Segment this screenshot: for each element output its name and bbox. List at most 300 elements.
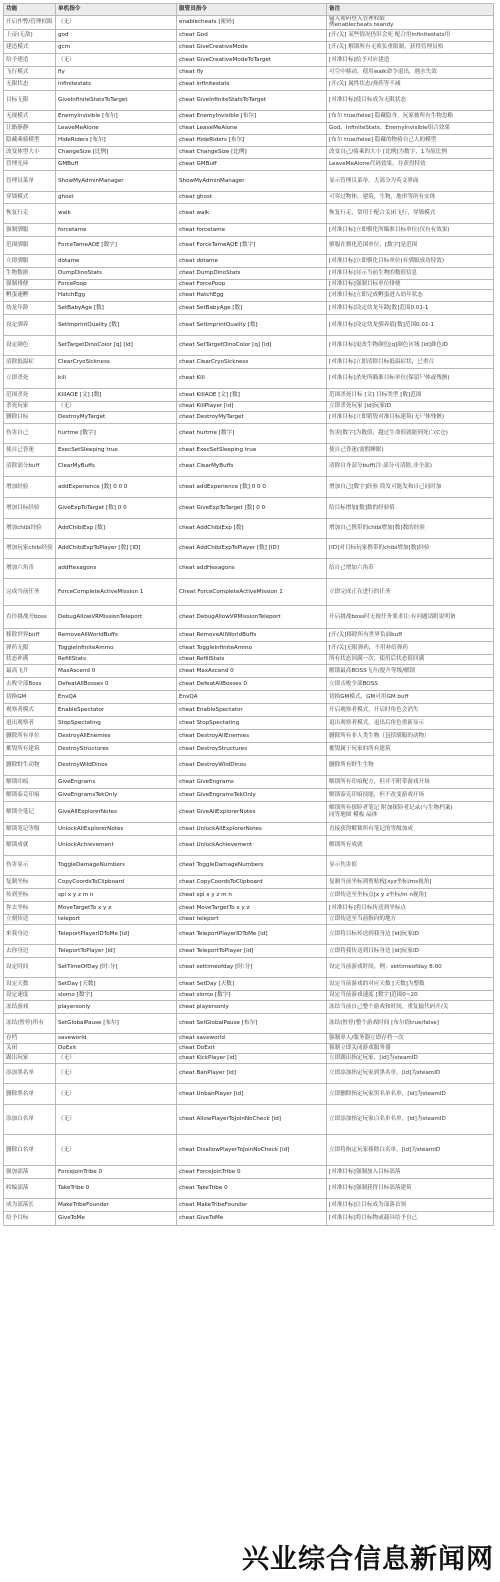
cell-function: 删除白名单 bbox=[4, 1134, 56, 1165]
cell-function: 使自己昏迷 bbox=[4, 443, 56, 456]
cell-admin-command: cheat GiveCreativeMode bbox=[177, 41, 327, 53]
cell-admin-command: cheat DefeatAllBosses 0 bbox=[177, 677, 327, 690]
cell-notes: 解锁泰克印痕技能，但不改变游戏开场 bbox=[327, 788, 494, 801]
table-row bbox=[4, 388, 494, 401]
cell-admin-command: cheat GiveToMe bbox=[177, 1211, 327, 1225]
cell-notes: 立即添加指定玩家到黑名单，[id]为steamID bbox=[327, 1063, 494, 1083]
cell-function: 弹药无限 bbox=[4, 641, 56, 654]
table-row bbox=[4, 223, 494, 236]
cell-admin-command: cheat ForceTameAOE [数字] bbox=[177, 236, 327, 254]
table-row bbox=[4, 654, 494, 664]
cell-admin-command: cheat ToggleInfiniteAmmo bbox=[177, 641, 327, 654]
table-row bbox=[4, 236, 494, 254]
table-row bbox=[4, 888, 494, 901]
cell-function: 增加经验 bbox=[4, 476, 56, 497]
table-row bbox=[4, 1165, 494, 1178]
cell-admin-command: cheat UnlockAchievement bbox=[177, 835, 327, 855]
cell-admin-command: Cheat ForceCompleteActiveMission 1 bbox=[177, 578, 327, 605]
cell-singleplayer-command: ghost bbox=[56, 191, 177, 203]
cell-function: 解锁泰克印痕 bbox=[4, 788, 56, 801]
cell-singleplayer-command: LeaveMeAlone bbox=[56, 122, 177, 134]
cell-singleplayer-command: CopyCoordsToClipboard bbox=[56, 875, 177, 888]
cell-singleplayer-command: MakeTribeFounder bbox=[56, 1198, 177, 1211]
cell-singleplayer-command: TeleportPlayerIDToMe [id] bbox=[56, 924, 177, 944]
cell-notes: 立即将指定玩家移除白名单，[id]为steamID bbox=[327, 1134, 494, 1165]
table-row bbox=[4, 254, 494, 267]
cell-function: 穿墙模式 bbox=[4, 191, 56, 203]
cell-function: 最高飞升 bbox=[4, 664, 56, 677]
cell-admin-command: cheat ExecSetSleeping true bbox=[177, 443, 327, 456]
cell-function: 改变体型大小 bbox=[4, 146, 56, 158]
cell-function: 设定时间 bbox=[4, 957, 56, 977]
table-row bbox=[4, 279, 494, 289]
cell-singleplayer-command: （无） bbox=[56, 401, 177, 411]
cell-function: 清除低温症 bbox=[4, 355, 56, 368]
command-table bbox=[3, 3, 494, 1226]
table-row bbox=[4, 742, 494, 755]
cell-function: 删除目标 bbox=[4, 411, 56, 423]
cell-singleplayer-command: TakeTribe 0 bbox=[56, 1178, 177, 1198]
table-row bbox=[4, 775, 494, 788]
cell-function: 直径挑战开boss bbox=[4, 605, 56, 628]
cell-function: 让路静静 bbox=[4, 122, 56, 134]
cell-singleplayer-command: UnlockAllExplorerNotes bbox=[56, 822, 177, 835]
table-row bbox=[4, 677, 494, 690]
table-row bbox=[4, 497, 494, 518]
cell-admin-command: cheat MoveTargetTo x y z bbox=[177, 901, 327, 914]
cell-singleplayer-command: MoveTargetTo x y z bbox=[56, 901, 177, 914]
cell-notes: 驯服在驯化范围单位，[数字]是范围 bbox=[327, 236, 494, 254]
table-row bbox=[4, 29, 494, 41]
cell-admin-command: cheat KillPlayer [id] bbox=[177, 401, 327, 411]
table-row bbox=[4, 122, 494, 134]
cell-notes: 解锁最高BOSS飞升/提升等级/解锁 bbox=[327, 664, 494, 677]
cell-singleplayer-command: god bbox=[56, 29, 177, 41]
table-row bbox=[4, 518, 494, 538]
cell-function: 生物数据 bbox=[4, 267, 56, 279]
cell-function: 开启作弊/管理权限 bbox=[4, 16, 56, 30]
table-row bbox=[4, 944, 494, 957]
table-row bbox=[4, 443, 494, 456]
table-row bbox=[4, 203, 494, 223]
cell-notes: 立即杀死玩家 [id]玩家ID bbox=[327, 401, 494, 411]
cell-singleplayer-command: RefillStats bbox=[56, 654, 177, 664]
table-row bbox=[4, 716, 494, 729]
cell-function: 给予建造 bbox=[4, 53, 56, 66]
table-row bbox=[4, 628, 494, 641]
cell-notes: 显示管理员菜单，大部分为英文界面 bbox=[327, 170, 494, 191]
table-row bbox=[4, 66, 494, 78]
cell-admin-command: cheat ForcePoop bbox=[177, 279, 327, 289]
table-row bbox=[4, 875, 494, 888]
cell-notes: [对准目标]更改生物颜色[q]颜色区域 [id]颜色ID bbox=[327, 335, 494, 355]
table-row bbox=[4, 158, 494, 170]
cell-admin-command: cheat SetTargetDinoColor [q] [id] bbox=[177, 335, 327, 355]
cell-admin-command: cheat DisallowPlayerToJoinNoCheck [id] bbox=[177, 1134, 327, 1165]
table-row bbox=[4, 855, 494, 875]
cell-function: 击败全部Boss bbox=[4, 677, 56, 690]
cell-singleplayer-command: spi x y z m n bbox=[56, 888, 177, 901]
cell-function: 管理光环 bbox=[4, 158, 56, 170]
cell-notes: 立即传送至坐标点[x y z坐标/m n视角] bbox=[327, 888, 494, 901]
cell-singleplayer-command: ChangeSize [比例] bbox=[56, 146, 177, 158]
cell-admin-command: cheat forcetame bbox=[177, 223, 327, 236]
cell-admin-command: cheat GiveExpToTarget [数] 0 0 bbox=[177, 497, 327, 518]
table-row bbox=[4, 170, 494, 191]
cell-notes: [对准目标]强制目标单位排便 bbox=[327, 279, 494, 289]
cell-admin-command: cheat AddChibiExp [数] bbox=[177, 518, 327, 538]
cell-admin-command: cheat God bbox=[177, 29, 327, 41]
cell-admin-command: cheat HatchEgg bbox=[177, 289, 327, 301]
cell-admin-command: cheat infinitestats bbox=[177, 78, 327, 90]
cell-admin-command: cheat RemoveAllWorldBuffs bbox=[177, 628, 327, 641]
cell-singleplayer-command: DefeatAllBosses 0 bbox=[56, 677, 177, 690]
cell-function: 设定天数 bbox=[4, 977, 56, 990]
cell-notes: 设定当前游戏速度 [数字]范围0~20 bbox=[327, 990, 494, 1000]
cell-function: 删除野生动物 bbox=[4, 755, 56, 775]
cell-singleplayer-command: GiveEngrams bbox=[56, 775, 177, 788]
cell-singleplayer-command: DestroyStructures bbox=[56, 742, 177, 755]
cell-function: 踢出玩家 bbox=[4, 1053, 56, 1063]
table-row bbox=[4, 1043, 494, 1053]
cell-notes: 解锁所有探险者笔记 附加探险者记录(与生物档案) 同等地图 模板 晶体 bbox=[327, 801, 494, 822]
cell-function: 给予目标 bbox=[4, 1211, 56, 1225]
cell-singleplayer-command: infinitestats bbox=[56, 78, 177, 90]
cell-singleplayer-command: MaxAscend 0 bbox=[56, 664, 177, 677]
cell-admin-command: cheat SetDay [天数] bbox=[177, 977, 327, 990]
cell-function: 状态补满 bbox=[4, 654, 56, 664]
cell-admin-command: cheat walk bbox=[177, 203, 327, 223]
table-row bbox=[4, 1053, 494, 1063]
cell-function: 去你身边 bbox=[4, 944, 56, 957]
cell-singleplayer-command: （无） bbox=[56, 1104, 177, 1134]
cell-function: 设定速度 bbox=[4, 990, 56, 1000]
cell-singleplayer-command: ForceJoinTribe 0 bbox=[56, 1165, 177, 1178]
table-row bbox=[4, 1178, 494, 1198]
table-row bbox=[4, 990, 494, 1000]
cell-notes: LeaveMeAlone代码效果，并获得特效 bbox=[327, 158, 494, 170]
table-row bbox=[4, 703, 494, 716]
cell-admin-command: cheat DebugAllowVRMissionTeleport bbox=[177, 605, 327, 628]
table-row bbox=[4, 1000, 494, 1013]
cell-function: 解锁全笔记 bbox=[4, 801, 56, 822]
cell-admin-command: cheat addExperience [数] 0 0 0 bbox=[177, 476, 327, 497]
cell-function: 清除部分buff bbox=[4, 456, 56, 476]
table-row bbox=[4, 957, 494, 977]
cell-function: 存档 bbox=[4, 1033, 56, 1043]
cell-notes: 设定当前游戏时间，例：settimeofday 8:00 bbox=[327, 957, 494, 977]
cell-singleplayer-command: forcetame bbox=[56, 223, 177, 236]
cell-function: 范围驯服 bbox=[4, 236, 56, 254]
table-row bbox=[4, 1134, 494, 1165]
cell-admin-command: cheat KickPlayer [id] bbox=[177, 1053, 327, 1063]
cell-singleplayer-command: DebugAllowVRMissionTeleport bbox=[56, 605, 177, 628]
cell-singleplayer-command: DumpDinoStats bbox=[56, 267, 177, 279]
cell-notes: 所有状态回满一次，使用后状态值回满 bbox=[327, 654, 494, 664]
cell-admin-command: cheat SetGlobalPause [布尔] bbox=[177, 1013, 327, 1033]
table-row bbox=[4, 1211, 494, 1225]
cell-function: 删除所有单位 bbox=[4, 729, 56, 742]
cell-admin-command: cheat StopSpectating bbox=[177, 716, 327, 729]
cell-admin-command: cheat DestroyAllEnemies bbox=[177, 729, 327, 742]
cell-admin-command: cheat Kill bbox=[177, 368, 327, 388]
cell-notes: [ID]对目标玩家携带的chibi增加[数]经验 bbox=[327, 538, 494, 558]
cell-singleplayer-command: （无） bbox=[56, 1134, 177, 1165]
table-row bbox=[4, 355, 494, 368]
cell-singleplayer-command: addExperience [数] 0 0 0 bbox=[56, 476, 177, 497]
cell-function: 添加黑名单 bbox=[4, 1063, 56, 1083]
cell-function: 增加六角币 bbox=[4, 558, 56, 578]
table-row bbox=[4, 423, 494, 443]
table-row bbox=[4, 401, 494, 411]
table-row bbox=[4, 110, 494, 122]
cell-function: 关闭 bbox=[4, 1043, 56, 1053]
table-row bbox=[4, 977, 494, 990]
table-row bbox=[4, 641, 494, 654]
cell-notes: [对准目标]让目标成为部落首领 bbox=[327, 1198, 494, 1211]
cell-function: 冻结(暂停)所有 bbox=[4, 1013, 56, 1033]
cell-notes: [对准目标]将目标传送到坐标点 bbox=[327, 901, 494, 914]
cell-admin-command: cheat GMBuff bbox=[177, 158, 327, 170]
cell-notes: [对准目标]使目标成为无限状态 bbox=[327, 90, 494, 110]
table-row bbox=[4, 755, 494, 775]
cell-function: 强制排便 bbox=[4, 279, 56, 289]
cell-notes: [开/关]移除所有世界负面buff bbox=[327, 628, 494, 641]
cell-function: 伤害显示 bbox=[4, 855, 56, 875]
cell-admin-command: cheat UnlockAllExplorerNotes bbox=[177, 822, 327, 835]
cell-singleplayer-command: walk bbox=[56, 203, 177, 223]
cell-function: 立刻传送 bbox=[4, 914, 56, 924]
cell-notes: 可空中移动，使用walk命令退出，遇水失效 bbox=[327, 66, 494, 78]
cell-function: 隐藏乘骑模型 bbox=[4, 134, 56, 146]
table-row bbox=[4, 901, 494, 914]
cell-function: 目标无限 bbox=[4, 90, 56, 110]
cell-notes: 冻结当前自己整个游戏和时间，重复输代码开/关 bbox=[327, 1000, 494, 1013]
cell-function: 上帝(无敌) bbox=[4, 29, 56, 41]
cell-notes: 强制单人/服务器立即存档一次 bbox=[327, 1033, 494, 1043]
table-row bbox=[4, 267, 494, 279]
cell-function: 收编部落 bbox=[4, 1178, 56, 1198]
cell-notes: 立即踢出指定玩家，[id]为steamID bbox=[327, 1053, 494, 1063]
cell-notes: 立即传送至当前指向的地方 bbox=[327, 914, 494, 924]
cell-notes: 切换GM模式，GM可用GM buff bbox=[327, 690, 494, 703]
cell-notes: 开启观察者模式，开启时角色会消失 bbox=[327, 703, 494, 716]
cell-admin-command: cheat SetBabyAge [数] bbox=[177, 301, 327, 314]
cell-notes: [对准目标]杀死所瞄准目标单位(保留尸体或残骸) bbox=[327, 368, 494, 388]
cell-notes: [开/关] 解锁所有无须负重限制，获得管理员格 bbox=[327, 41, 494, 53]
cell-singleplayer-command: EnvQA bbox=[56, 690, 177, 703]
cell-notes: 输入密码登入管理权限 例enablecheats teandy bbox=[327, 16, 494, 30]
table-row bbox=[4, 729, 494, 742]
table-row bbox=[4, 538, 494, 558]
cell-notes: 删除所有非人类生物（包括驯服的动物） bbox=[327, 729, 494, 742]
table-header-row bbox=[4, 4, 494, 16]
cell-function: 删除黑名单 bbox=[4, 1083, 56, 1104]
table-row bbox=[4, 578, 494, 605]
cell-function: 摧毁所有建筑 bbox=[4, 742, 56, 755]
cell-admin-command: cheat DoExit bbox=[177, 1043, 327, 1053]
cell-function: 成为部落长 bbox=[4, 1198, 56, 1211]
table-row bbox=[4, 134, 494, 146]
cell-function: 设定驯养 bbox=[4, 314, 56, 335]
cell-admin-command: cheat SetImprintQuality [数] bbox=[177, 314, 327, 335]
cell-notes: 范围杀死目标 [文] 目标类型 [数]范围 bbox=[327, 388, 494, 401]
cell-function: 传到坐标 bbox=[4, 888, 56, 901]
cell-singleplayer-command: DestroyWildDinos bbox=[56, 755, 177, 775]
cell-admin-command: cheat GiveAllExplorerNotes bbox=[177, 801, 327, 822]
cell-function: 管理员菜单 bbox=[4, 170, 56, 191]
table-row bbox=[4, 835, 494, 855]
table-row bbox=[4, 605, 494, 628]
table-row bbox=[4, 1083, 494, 1104]
cell-notes: 清除自身部分buff(注:部分可清除,非全部) bbox=[327, 456, 494, 476]
cell-admin-command: cheat DestroyMyTarget bbox=[177, 411, 327, 423]
cell-admin-command: cheat LeaveMeAlone bbox=[177, 122, 327, 134]
cell-notes: [对准目标]设定幼龙年龄[数]范围0.01-1 bbox=[327, 301, 494, 314]
cell-singleplayer-command: playersonly bbox=[56, 1000, 177, 1013]
cell-admin-command: cheat spi x y z m n bbox=[177, 888, 327, 901]
table-row bbox=[4, 16, 494, 30]
cell-function: 设定颜色 bbox=[4, 335, 56, 355]
cell-singleplayer-command: kill bbox=[56, 368, 177, 388]
cell-admin-command: cheat DestroyWildDinos bbox=[177, 755, 327, 775]
table-row bbox=[4, 411, 494, 423]
cell-singleplayer-command: GiveEngramsTekOnly bbox=[56, 788, 177, 801]
cell-singleplayer-command: ForceTameAOE [数字] bbox=[56, 236, 177, 254]
cell-singleplayer-command: HatchEgg bbox=[56, 289, 177, 301]
cell-singleplayer-command: ClearCryoSickness bbox=[56, 355, 177, 368]
cell-admin-command: cheat TakeTribe 0 bbox=[177, 1178, 327, 1198]
cell-admin-command: cheat EnableSpectator bbox=[177, 703, 327, 716]
cell-notes: [开/关] 属性状态/弹药等不减 bbox=[327, 78, 494, 90]
table-row bbox=[4, 801, 494, 822]
cell-singleplayer-command: GiveInfiniteStatsToTarget bbox=[56, 90, 177, 110]
cell-function: 伤害自己 bbox=[4, 423, 56, 443]
cell-notes: 改变自己/骑乘的大小 [比例]为数字，1为原比例 bbox=[327, 146, 494, 158]
cell-singleplayer-command: ShowMyAdminManager bbox=[56, 170, 177, 191]
cell-singleplayer-command: GiveAllExplorerNotes bbox=[56, 801, 177, 822]
cell-notes: 退出观察者模式，退出后角色重新显示 bbox=[327, 716, 494, 729]
cell-singleplayer-command: SetDay [天数] bbox=[56, 977, 177, 990]
cell-function: 无视模式 bbox=[4, 110, 56, 122]
cell-notes: God、InfiniteStats、EnemyInvisible组合效果 bbox=[327, 122, 494, 134]
cell-notes: [开/关]无限弹药，不用补给弹药 bbox=[327, 641, 494, 654]
cell-function: 解锁印痕 bbox=[4, 775, 56, 788]
cell-admin-command: cheat GiveInfiniteStatsToTarget bbox=[177, 90, 327, 110]
cell-singleplayer-command: GMBuff bbox=[56, 158, 177, 170]
cell-admin-command: cheat TeleportPlayerIDToMe [id] bbox=[177, 924, 327, 944]
cell-notes: 伤害[数字]为数值，越过生命值就能到死亡(C仓) bbox=[327, 423, 494, 443]
cell-function: 复制坐标 bbox=[4, 875, 56, 888]
cell-admin-command: cheat fly bbox=[177, 66, 327, 78]
cell-function: 切换GM bbox=[4, 690, 56, 703]
table-row bbox=[4, 456, 494, 476]
cell-function: 你去坐标 bbox=[4, 901, 56, 914]
cell-singleplayer-command: （无） bbox=[56, 1053, 177, 1063]
cell-function: 孵蛋速孵 bbox=[4, 289, 56, 301]
cell-notes: [对准目标]将目标物或载具给予自己 bbox=[327, 1211, 494, 1225]
cell-singleplayer-command: fly bbox=[56, 66, 177, 78]
cell-admin-command: cheat ForceJoinTribe 0 bbox=[177, 1165, 327, 1178]
cell-admin-command: cheat MakeTribeFounder bbox=[177, 1198, 327, 1211]
cell-notes: [对准目标]立即销毁对准目标建筑(无尸体残骸) bbox=[327, 411, 494, 423]
header-admin-command: 服管员指令 bbox=[177, 4, 327, 16]
cell-singleplayer-command: DestroyMyTarget bbox=[56, 411, 177, 423]
cell-notes: [对准目标]立即驯化目标单位(有驯服成功特效) bbox=[327, 254, 494, 267]
cell-admin-command: cheat AddChibiExpToPlayer [数] [ID] bbox=[177, 538, 327, 558]
cell-singleplayer-command: RemoveAllWorldBuffs bbox=[56, 628, 177, 641]
cell-admin-command: cheat DestroyStructures bbox=[177, 742, 327, 755]
cell-admin-command: cheat GiveEngramsTekOnly bbox=[177, 788, 327, 801]
cell-notes: 立即添加指定玩家白名单名单，[id]为steamID bbox=[327, 1104, 494, 1134]
cell-singleplayer-command: SetGlobalPause [布尔] bbox=[56, 1013, 177, 1033]
table-row bbox=[4, 335, 494, 355]
cell-function: 移除世界buff bbox=[4, 628, 56, 641]
cell-singleplayer-command: StopSpectating bbox=[56, 716, 177, 729]
cell-function: 增加玩家chibi经验 bbox=[4, 538, 56, 558]
cell-notes: 立即击败全部BOSS bbox=[327, 677, 494, 690]
cell-function: 强制驯服 bbox=[4, 223, 56, 236]
cell-function: 观察者模式 bbox=[4, 703, 56, 716]
cell-admin-command: cheat slomo [数字] bbox=[177, 990, 327, 1000]
cell-singleplayer-command: EnemyInvisible [布尔] bbox=[56, 110, 177, 122]
cell-notes: 强制立即关闭游戏服务器 bbox=[327, 1043, 494, 1053]
table-row bbox=[4, 90, 494, 110]
table-row bbox=[4, 191, 494, 203]
cell-admin-command: cheat ToggleDamageNumbers bbox=[177, 855, 327, 875]
cell-singleplayer-command: TeleportToPlayer [id] bbox=[56, 944, 177, 957]
cell-function: 杀死玩家 bbox=[4, 401, 56, 411]
cell-notes: 摧毁属于玩家的所有建筑 bbox=[327, 742, 494, 755]
table-row bbox=[4, 822, 494, 835]
table-row bbox=[4, 914, 494, 924]
cell-admin-command: cheat teleport bbox=[177, 914, 327, 924]
cell-notes: [对准目标]强制获得目标部落建筑 bbox=[327, 1178, 494, 1198]
table-row bbox=[4, 53, 494, 66]
cell-admin-command: cheat BanPlayer [id] bbox=[177, 1063, 327, 1083]
cell-notes: 解锁所有印痕配方，但并不附带游戏开场 bbox=[327, 775, 494, 788]
cell-notes: [对准目标]立即完成孵蛋进入幼年状态 bbox=[327, 289, 494, 301]
cell-admin-command: cheat CopyCoordsToClipboard bbox=[177, 875, 327, 888]
cell-notes: [对准目标]立即驯化所瞄准目标单位(仅有有效果) bbox=[327, 223, 494, 236]
cell-singleplayer-command: teleport bbox=[56, 914, 177, 924]
table-body bbox=[4, 16, 494, 1226]
cell-singleplayer-command: （无） bbox=[56, 53, 177, 66]
cell-singleplayer-command: KillAOE [文] [数] bbox=[56, 388, 177, 401]
cell-notes: 立即将我传送到目标身边 [id]玩家ID bbox=[327, 944, 494, 957]
cell-function: 退出观察者 bbox=[4, 716, 56, 729]
cell-singleplayer-command: GiveExpToTarget [数] 0 0 bbox=[56, 497, 177, 518]
cell-function: 冻结游戏 bbox=[4, 1000, 56, 1013]
cell-admin-command: cheat playersonly bbox=[177, 1000, 327, 1013]
header-singleplayer-command: 单机指令 bbox=[56, 4, 177, 16]
table-row bbox=[4, 1104, 494, 1134]
cell-admin-command: cheat ClearMyBuffs bbox=[177, 456, 327, 476]
cell-admin-command: cheat DumpDinoStats bbox=[177, 267, 327, 279]
cell-notes: [对准目标]显示当前生物的数值信息 bbox=[327, 267, 494, 279]
cell-notes: [开/关] 某些情况仍旧会死 配合用infinitestats用 bbox=[327, 29, 494, 41]
cell-function: 立即驯服 bbox=[4, 254, 56, 267]
table-row bbox=[4, 314, 494, 335]
cell-singleplayer-command: SetImprintQuality [数] bbox=[56, 314, 177, 335]
cell-notes: 删除所有野生生物 bbox=[327, 755, 494, 775]
cell-notes: 给目标增加[数]数的经验值 bbox=[327, 497, 494, 518]
table-row bbox=[4, 368, 494, 388]
cell-function: 恢复行走 bbox=[4, 203, 56, 223]
cell-notes: [对准目标]立即清除目标低温症状，已重召 bbox=[327, 355, 494, 368]
cell-admin-command: cheat settimeofday [时:分] bbox=[177, 957, 327, 977]
table-row bbox=[4, 289, 494, 301]
